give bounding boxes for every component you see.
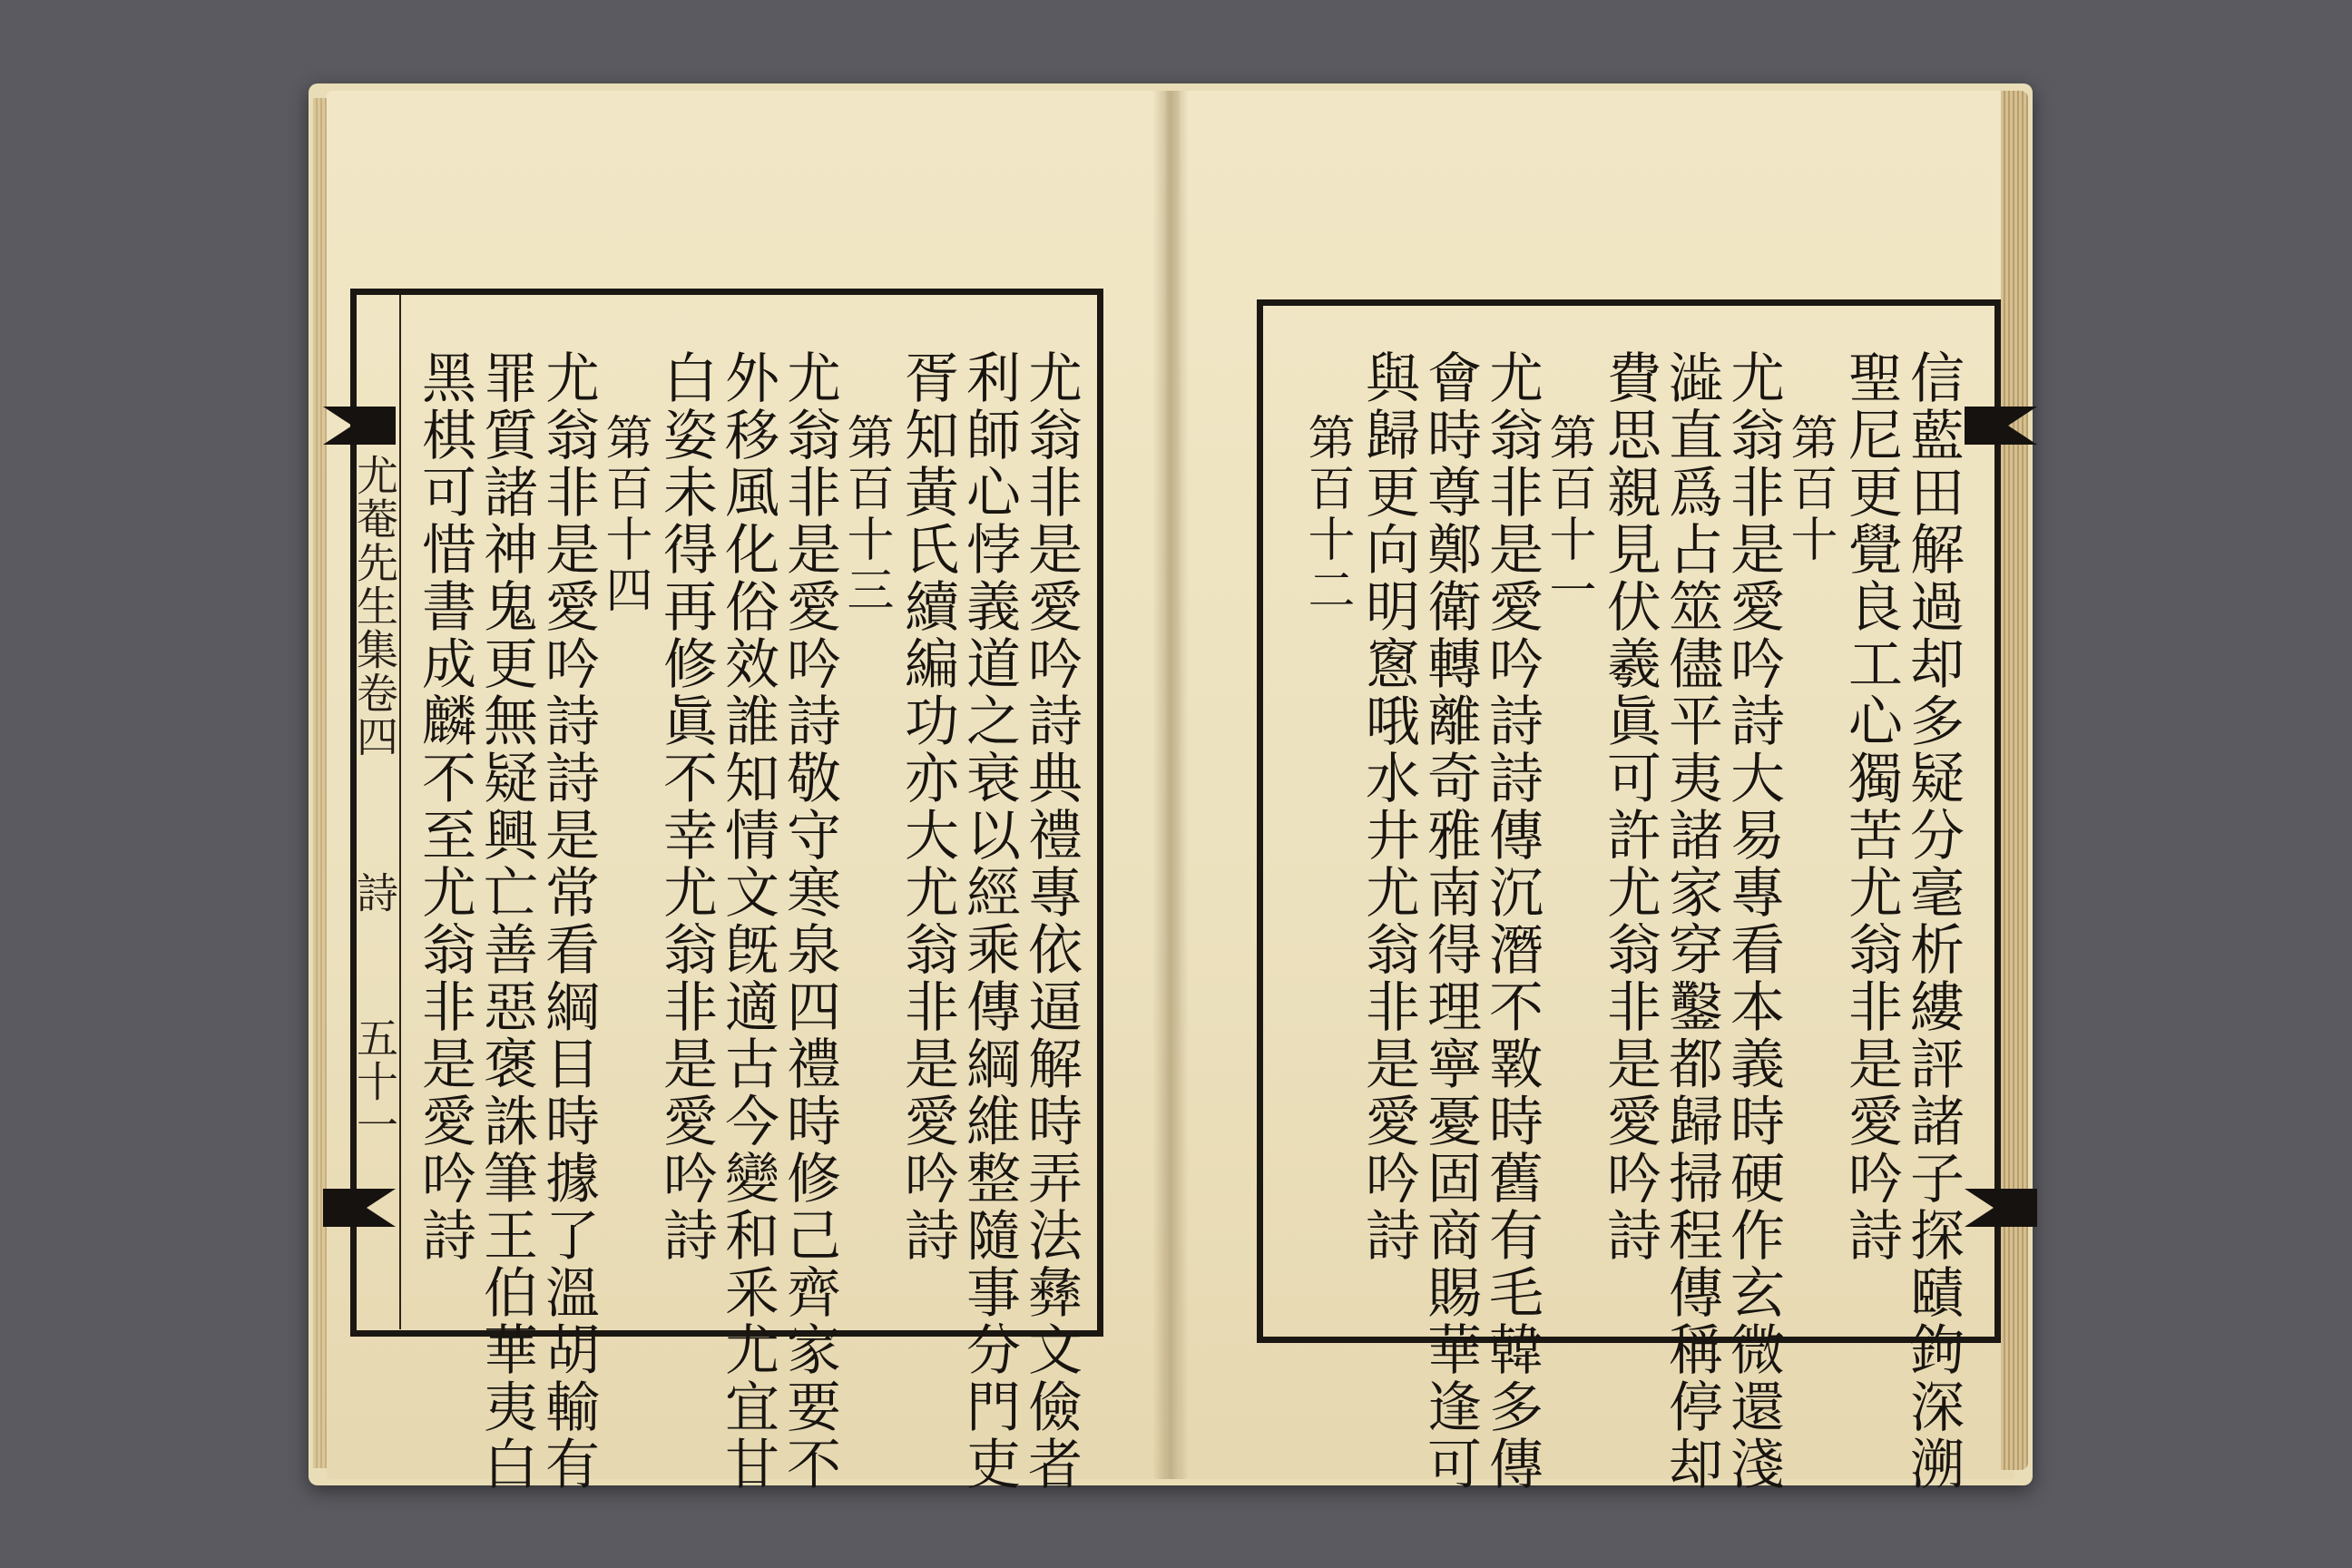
text-column: 胥知黃氏續編功亦大尤翁非是愛吟詩 <box>896 349 959 1264</box>
section-label: 詩 <box>350 871 399 915</box>
poem-number-heading: 第百十一 <box>1541 413 1595 616</box>
poem-number-heading: 第百十 <box>1782 413 1837 565</box>
text-column: 尤翁非是愛吟詩典禮專依逼解時弄法彝文儉者 <box>1019 349 1083 1493</box>
book-gutter <box>1152 91 1189 1479</box>
text-column: 費思親見伏羲眞可許尤翁非是愛吟詩 <box>1598 349 1661 1264</box>
book-title: 尤菴先生集卷四 <box>350 454 399 759</box>
text-column: 會時尊鄭衛轉離奇雅南得理寧憂固商賜華逢可 <box>1418 349 1482 1493</box>
poem-number-heading: 第百十三 <box>838 413 893 616</box>
poem-number-heading: 第百十二 <box>1299 413 1354 616</box>
text-column: 尤翁非是愛吟詩詩是常看綱目時據了溫胡輸有 <box>536 349 600 1493</box>
poem-number-heading: 第百十四 <box>597 413 652 616</box>
text-column: 尤翁非是愛吟詩敬守寒泉四禮時修己齊家要不 <box>778 349 841 1493</box>
text-column: 聖尼更覺良工心獨苦尤翁非是愛吟詩 <box>1839 349 1903 1264</box>
fold-rule <box>399 295 401 1329</box>
text-column: 澁直爲占筮儘平夷諸家穿鑿都歸掃程傳稱停却 <box>1660 349 1723 1493</box>
text-column: 白姿未得再修眞不幸尤翁非是愛吟詩 <box>654 349 718 1264</box>
text-column: 罪質諸神鬼更無疑興亡善惡褒誅筆王伯華夷白 <box>475 349 538 1493</box>
text-column: 尤翁非是愛吟詩大易專看本義時硬作玄微還淺 <box>1721 349 1785 1493</box>
text-column: 利師心悖義道之衰以經乘傳綱維整隨事分門吏 <box>957 349 1021 1493</box>
text-column: 黑棋可惜書成麟不至尤翁非是愛吟詩 <box>413 349 476 1264</box>
text-column: 外移風化俗效誰知情文旣適古今變和釆尤宜甘 <box>716 349 779 1493</box>
right-page-edges <box>2001 91 2028 1470</box>
text-column: 信藍田解過却多疑分毫析縷評諸子探賾鉤深溯 <box>1901 349 1965 1493</box>
page-number: 五十一 <box>350 1016 399 1147</box>
text-column: 與歸更向明窻哦水井尤翁非是愛吟詩 <box>1357 349 1420 1264</box>
text-column: 尤翁非是愛吟詩詩傳沉潛不斁時舊有毛韓多傳 <box>1480 349 1544 1493</box>
